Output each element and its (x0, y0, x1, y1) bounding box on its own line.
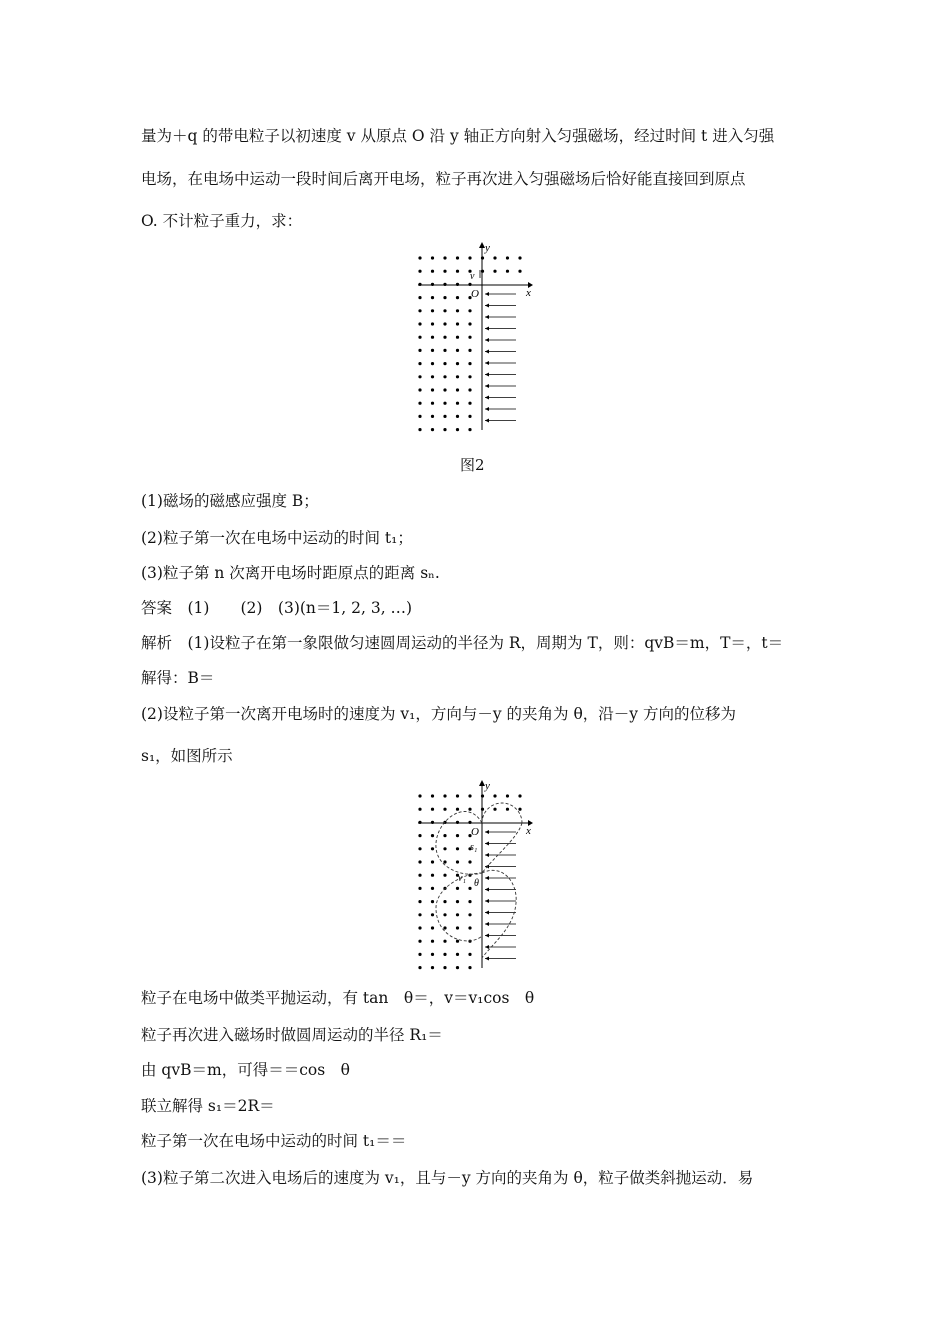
solution-line-1: 粒子在电场中做类平抛运动，有 tan θ＝，v＝v₁cos θ (141, 989, 535, 1007)
field-dot (431, 966, 434, 969)
magnetic-field-dots (418, 794, 521, 969)
field-dot (443, 953, 446, 956)
field-dot (418, 402, 421, 405)
field-dot (431, 834, 434, 837)
field-dot (456, 296, 459, 299)
field-dot (518, 794, 521, 797)
theta-label: θ (474, 878, 479, 889)
field-dot (431, 821, 434, 824)
field-dot (431, 913, 434, 916)
field-dot (493, 808, 496, 811)
paragraph-line-2: 电场，在电场中运动一段时间后离开电场，粒子再次进入匀强磁场后恰好能直接回到原点 (141, 170, 746, 188)
field-dot (418, 847, 421, 850)
field-dot (443, 900, 446, 903)
solution-line-5: 粒子第一次在电场中运动的时间 t₁＝＝ (141, 1132, 407, 1150)
field-dot (468, 428, 471, 431)
field-dot (431, 808, 434, 811)
field-dot (468, 309, 471, 312)
field-dot (418, 428, 421, 431)
v1-label: v₁ (458, 873, 466, 884)
field-dot (468, 926, 471, 929)
field-dot (468, 821, 471, 824)
solution-line-2: 粒子再次进入磁场时做圆周运动的半径 R₁＝ (141, 1026, 443, 1044)
field-dot (468, 349, 471, 352)
field-dot (468, 375, 471, 378)
field-dot (443, 874, 446, 877)
field-dot (456, 336, 459, 339)
field-dot (456, 402, 459, 405)
field-dot (443, 913, 446, 916)
field-dot (443, 336, 446, 339)
field-dot (431, 362, 434, 365)
question-3: (3)粒子第 n 次离开电场时距原点的距离 sₙ. (141, 564, 440, 582)
field-dot (418, 953, 421, 956)
analysis-line-3: (2)设粒子第一次离开电场时的速度为 v₁，方向与－y 的夹角为 θ，沿－y 方向的位移为 (141, 705, 736, 723)
field-dot (468, 256, 471, 259)
field-dot (431, 375, 434, 378)
field-dot (418, 375, 421, 378)
field-dot (418, 834, 421, 837)
field-dot (431, 428, 434, 431)
field-arrow (485, 922, 516, 926)
field-arrow (485, 304, 516, 308)
field-dot (456, 940, 459, 943)
field-dot (418, 966, 421, 969)
field-dot (431, 415, 434, 418)
origin-label: O (471, 826, 479, 838)
field-dot (456, 926, 459, 929)
field-dot (468, 322, 471, 325)
analysis-line-1: 解析 (1)设粒子在第一象限做匀速圆周运动的半径为 R，周期为 T，则：qvB＝m，T＝，t＝ (141, 634, 784, 652)
field-dot (456, 270, 459, 273)
field-dot (431, 349, 434, 352)
field-dot (518, 808, 521, 811)
field-dot (431, 283, 434, 286)
field-arrow (485, 899, 516, 903)
field-dot (468, 966, 471, 969)
field-dot (468, 388, 471, 391)
field-dot (418, 821, 421, 824)
field-dot (418, 887, 421, 890)
field-dot (468, 794, 471, 797)
field-dot (418, 270, 421, 273)
field-dot (418, 808, 421, 811)
field-dot (443, 375, 446, 378)
field-arrow (485, 361, 516, 365)
field-dot (431, 794, 434, 797)
paragraph-line-3: O. 不计粒子重力，求： (141, 212, 303, 230)
field-dot (431, 296, 434, 299)
question-1: (1)磁场的磁感应强度 B； (141, 492, 319, 510)
field-dot (456, 860, 459, 863)
field-dot (468, 900, 471, 903)
field-dot (456, 388, 459, 391)
field-dot (443, 296, 446, 299)
field-dot (506, 808, 509, 811)
x-axis-label: x (526, 287, 531, 299)
field-arrow (485, 957, 516, 961)
field-dot (468, 362, 471, 365)
field-dot (443, 966, 446, 969)
field-dot (456, 847, 459, 850)
field-dot (418, 794, 421, 797)
field-dot (506, 270, 509, 273)
field-dot (443, 362, 446, 365)
solution-line-6: (3)粒子第二次进入电场后的速度为 v₁，且与－y 方向的夹角为 θ，粒子做类斜抛运动．易 (141, 1169, 754, 1187)
answer-line: 答案 (1) (2) (3)(n＝1, 2, 3, …) (141, 599, 413, 617)
field-dot (431, 402, 434, 405)
field-dot (443, 860, 446, 863)
field-dot (456, 794, 459, 797)
field-dot (456, 953, 459, 956)
field-dot (443, 428, 446, 431)
field-dot (506, 256, 509, 259)
x-axis-label: x (526, 825, 531, 837)
field-arrow (485, 384, 516, 388)
field-dot (431, 926, 434, 929)
field-dot (418, 913, 421, 916)
field-dot (456, 362, 459, 365)
field-arrow (485, 865, 516, 869)
field-arrow (485, 934, 516, 938)
field-dot (456, 283, 459, 286)
field-dot (431, 336, 434, 339)
field-dot (443, 847, 446, 850)
field-dot (456, 913, 459, 916)
field-dot (456, 428, 459, 431)
field-dot (468, 336, 471, 339)
field-dot (456, 349, 459, 352)
field-dot (456, 900, 459, 903)
field-arrow (485, 338, 516, 342)
field-dot (506, 794, 509, 797)
field-arrow (485, 396, 516, 400)
field-dot (468, 402, 471, 405)
field-dot (468, 808, 471, 811)
field-dot (456, 309, 459, 312)
field-arrow (485, 876, 516, 880)
field-dot (468, 415, 471, 418)
field-dot (431, 900, 434, 903)
origin-label: O (471, 288, 479, 300)
field-arrow (485, 853, 516, 857)
field-dot (443, 322, 446, 325)
field-dot (443, 926, 446, 929)
field-arrow (485, 373, 516, 377)
s1-label: s₁ (470, 842, 478, 853)
field-dot (431, 256, 434, 259)
field-dot (418, 309, 421, 312)
field-dot (468, 860, 471, 863)
field-dot (518, 256, 521, 259)
field-dot (431, 953, 434, 956)
field-dot (418, 296, 421, 299)
field-dot (431, 940, 434, 943)
field-dot (468, 887, 471, 890)
field-dot (418, 349, 421, 352)
figure-2-diagram (408, 778, 538, 973)
field-dot (418, 336, 421, 339)
field-dot (456, 256, 459, 259)
field-arrow (485, 327, 516, 331)
field-dot (418, 388, 421, 391)
field-dot (493, 794, 496, 797)
field-dot (431, 388, 434, 391)
field-arrow (485, 888, 516, 892)
field-dot (418, 283, 421, 286)
field-dot (418, 256, 421, 259)
trajectory-arc-first (482, 803, 522, 823)
field-dot (443, 256, 446, 259)
analysis-line-2: 解得：B＝ (141, 669, 215, 687)
field-dot (493, 256, 496, 259)
field-dot (456, 808, 459, 811)
field-dot (431, 322, 434, 325)
field-dot (456, 966, 459, 969)
field-dot (418, 415, 421, 418)
field-arrow (485, 842, 516, 846)
field-arrow (485, 315, 516, 319)
analysis-line-4: s₁，如图所示 (141, 747, 233, 765)
field-arrow (485, 945, 516, 949)
field-dot (443, 415, 446, 418)
question-2: (2)粒子第一次在电场中运动的时间 t₁； (141, 529, 413, 547)
trajectory-arc-lower (482, 870, 516, 958)
field-dot (443, 388, 446, 391)
field-dot (418, 860, 421, 863)
field-dot (431, 860, 434, 863)
field-dot (443, 283, 446, 286)
field-dot (456, 887, 459, 890)
field-dot (418, 926, 421, 929)
paragraph-line-1: 量为＋q 的带电粒子以初速度 v 从原点 O 沿 y 轴正方向射入匀强磁场，经过时间 t 进入匀强 (141, 127, 775, 145)
field-dot (456, 834, 459, 837)
field-dot (443, 794, 446, 797)
velocity-label: v (470, 271, 475, 282)
field-dot (493, 270, 496, 273)
field-dot (518, 270, 521, 273)
field-dot (431, 270, 434, 273)
field-dot (443, 270, 446, 273)
electric-field-arrows (485, 830, 516, 961)
field-dot (418, 900, 421, 903)
y-axis (479, 780, 485, 968)
field-arrow (485, 350, 516, 354)
field-dot (418, 874, 421, 877)
field-dot (443, 940, 446, 943)
figure-1-caption: 图2 (460, 456, 485, 474)
field-dot (456, 415, 459, 418)
field-dot (431, 847, 434, 850)
field-dot (456, 322, 459, 325)
y-axis-label: y (485, 780, 490, 792)
field-dot (456, 375, 459, 378)
solution-line-3: 由 qvB＝m，可得＝＝cos θ (141, 1061, 350, 1079)
field-dot (443, 309, 446, 312)
field-arrow (485, 419, 516, 423)
field-dot (443, 349, 446, 352)
field-arrow (485, 292, 516, 296)
field-dot (443, 808, 446, 811)
field-dot (443, 834, 446, 837)
field-dot (431, 874, 434, 877)
field-dot (443, 402, 446, 405)
field-dot (456, 821, 459, 824)
field-dot (418, 322, 421, 325)
field-arrow (485, 407, 516, 411)
field-dot (418, 362, 421, 365)
field-dot (431, 887, 434, 890)
figure-1-diagram (408, 240, 538, 435)
magnetic-field-dots (418, 256, 521, 431)
solution-line-4: 联立解得 s₁＝2R＝ (141, 1097, 275, 1115)
field-dot (431, 309, 434, 312)
y-axis-label: y (485, 242, 490, 254)
field-arrow (485, 911, 516, 915)
field-dot (468, 913, 471, 916)
field-dot (468, 283, 471, 286)
field-arrow (485, 830, 516, 834)
electric-field-arrows (485, 292, 516, 423)
field-dot (468, 953, 471, 956)
field-dot (418, 940, 421, 943)
